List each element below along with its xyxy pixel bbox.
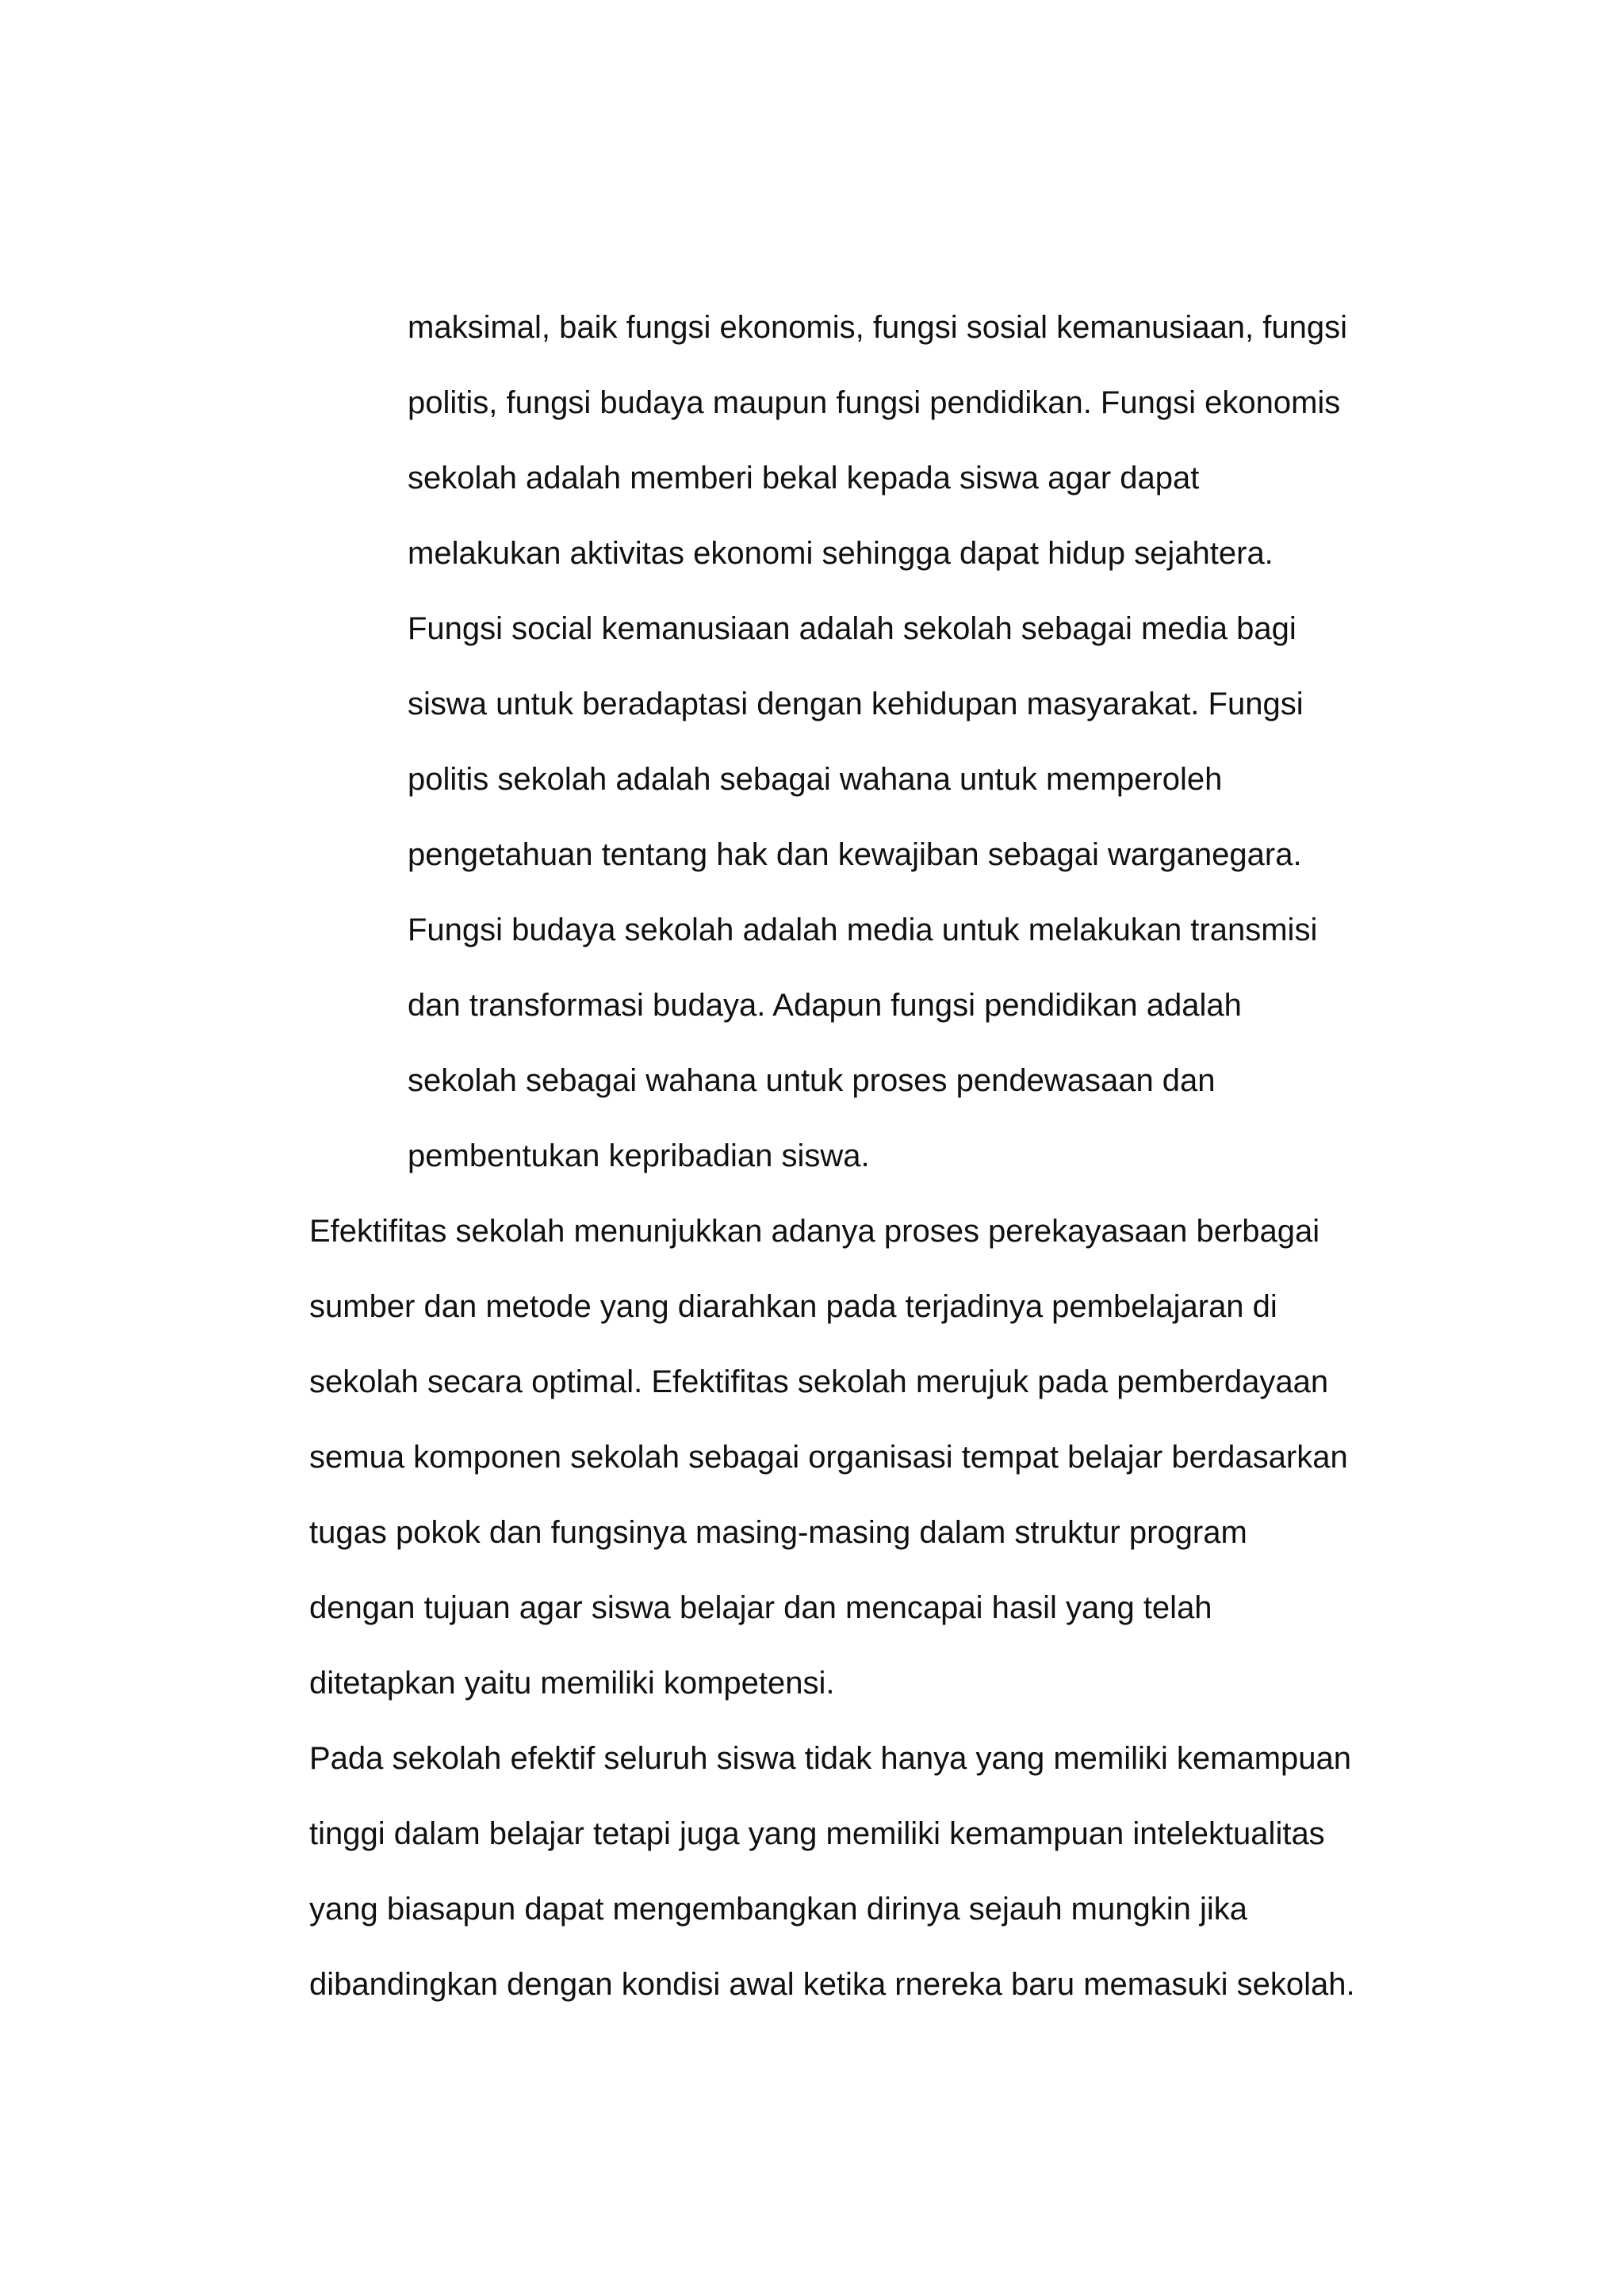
text-line: yang biasapun dapat mengembangkan dirinya sejauh mungkin jika	[309, 1892, 1248, 1927]
text-line: sekolah adalah memberi bekal kepada siswa agar dapat	[408, 461, 1200, 496]
text-line: sekolah sebagai wahana untuk proses pendewasaan dan	[408, 1063, 1216, 1098]
text-line: dan transformasi budaya. Adapun fungsi pendidikan adalah	[408, 988, 1242, 1023]
text-line: Fungsi social kemanusiaan adalah sekolah sebagai media bagi	[408, 611, 1297, 646]
text-line: dibandingkan dengan kondisi awal ketika rnereka baru memasuki sekolah.	[309, 1967, 1355, 2002]
text-line: melakukan aktivitas ekonomi sehingga dapat hidup sejahtera.	[408, 536, 1274, 571]
text-line: Pada sekolah efektif seluruh siswa tidak hanya yang memiliki kemampuan	[309, 1741, 1352, 1776]
text-line: pembentukan kepribadian siswa.	[408, 1138, 870, 1173]
text-line: sekolah secara optimal. Efektifitas sekolah merujuk pada pemberdayaan	[309, 1364, 1329, 1399]
text-line: dengan tujuan agar siswa belajar dan mencapai hasil yang telah	[309, 1590, 1212, 1625]
text-line: semua komponen sekolah sebagai organisasi tempat belajar berdasarkan	[309, 1440, 1348, 1475]
text-line: sumber dan metode yang diarahkan pada terjadinya pembelajaran di	[309, 1289, 1277, 1324]
text-line: Efektifitas sekolah menunjukkan adanya proses perekayasaan berbagai	[309, 1214, 1320, 1249]
text-line: pengetahuan tentang hak dan kewajiban sebagai warganegara.	[408, 837, 1302, 872]
text-line: siswa untuk beradaptasi dengan kehidupan masyarakat. Fungsi	[408, 687, 1304, 721]
text-line: ditetapkan yaitu memiliki kompetensi.	[309, 1666, 835, 1701]
text-line: politis, fungsi budaya maupun fungsi pendidikan. Fungsi ekonomis	[408, 385, 1341, 420]
text-line: politis sekolah adalah sebagai wahana untuk memperoleh	[408, 762, 1223, 797]
text-line: tinggi dalam belajar tetapi juga yang memiliki kemampuan intelektualitas	[309, 1816, 1325, 1851]
text-line: tugas pokok dan fungsinya masing-masing dalam struktur program	[309, 1515, 1247, 1550]
text-line: maksimal, baik fungsi ekonomis, fungsi sosial kemanusiaan, fungsi	[408, 310, 1348, 345]
text-line: Fungsi budaya sekolah adalah media untuk melakukan transmisi	[408, 913, 1318, 947]
